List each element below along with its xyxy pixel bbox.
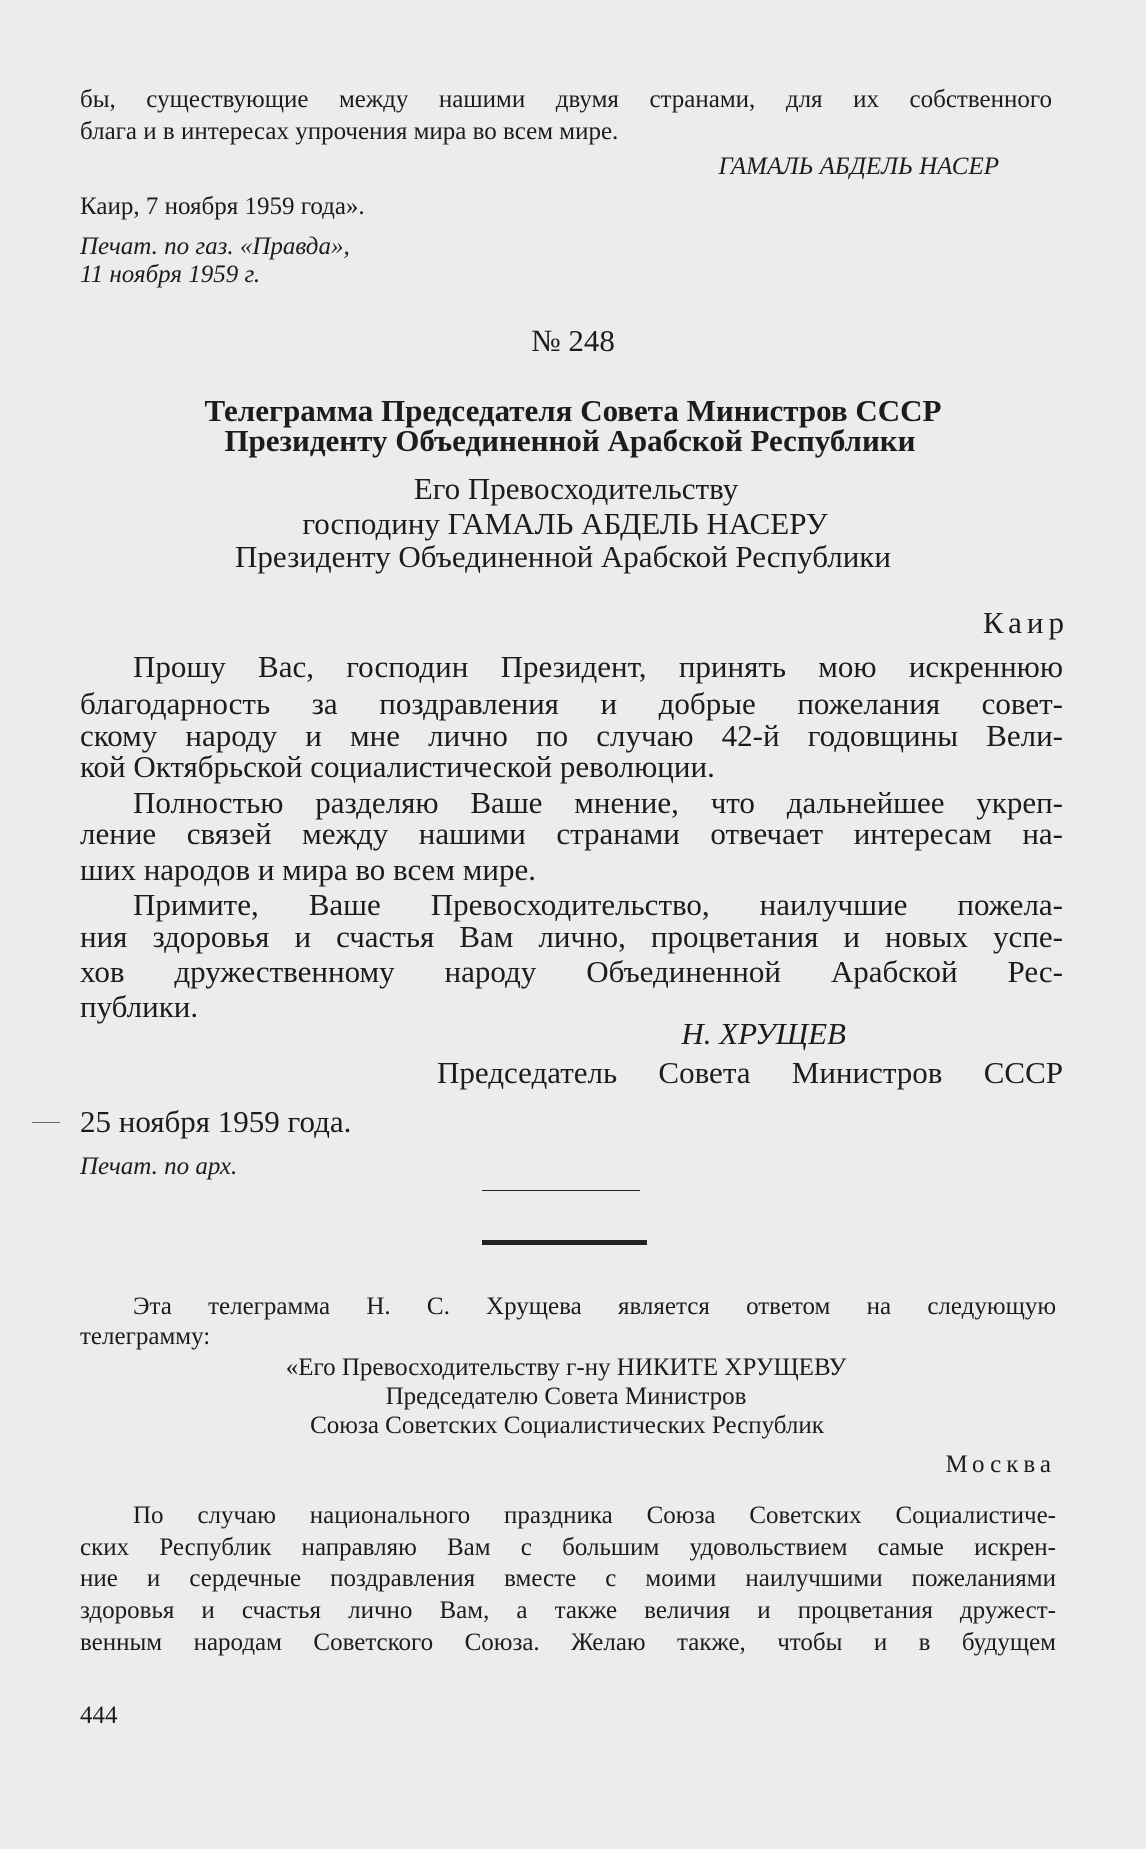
- text-line: скому народу и мне лично по случаю 42-й годовщины Вели-: [80, 718, 1063, 753]
- source-note: 11 ноября 1959 г.: [80, 261, 261, 288]
- address-line: Его Превосходительству: [413, 471, 739, 506]
- text-line: Эта телеграмма Н. С. Хрущева является ответом на следующую: [133, 1293, 1056, 1320]
- signature-nasser: ГАМАЛЬ АБДЕЛЬ НАСЕР: [718, 153, 999, 180]
- text-line: ших народов и мира во всем мире.: [80, 852, 536, 887]
- text-line: Примите, Ваше Превосходительство, наилучшие пожела-: [133, 887, 1063, 922]
- text-line: благодарность за поздравления и добрые пожелания совет-: [80, 686, 1063, 721]
- signature-khrushchev: Н. ХРУЩЕВ: [681, 1016, 846, 1051]
- text-line: кой Октябрьской социалистической революции.: [80, 749, 715, 784]
- text-line: Прошу Вас, господин Президент, принять мою искреннюю: [133, 649, 1063, 684]
- text-line: Полностью разделяю Ваше мнение, что дальнейшее укреп-: [133, 785, 1063, 820]
- text-line: здоровья и счастья лично Вам, а также величия и процветания дружест-: [80, 1597, 1056, 1624]
- text-line: бы, существующие между нашими двумя странами, для их собственного: [80, 86, 1052, 113]
- margin-mark: [32, 1122, 60, 1123]
- text-line: венным народам Советского Союза. Желаю также, чтобы и в будущем: [80, 1629, 1056, 1656]
- text-line: хов дружественному народу Объединенной Арабской Рес-: [80, 954, 1063, 989]
- city: Москва: [945, 1451, 1056, 1478]
- text-line: ление связей между нашими странами отвечает интересам на-: [80, 816, 1063, 851]
- text-line: По случаю национального праздника Союза Советских Социалистиче-: [133, 1502, 1056, 1529]
- addressee-line: Союза Советских Социалистических Республик: [310, 1412, 824, 1439]
- document-title: Президенту Объединенной Арабской Республики: [224, 423, 916, 458]
- addressee-line: Председателю Совета Министров: [385, 1383, 747, 1410]
- source-note: Печат. по арх.: [80, 1153, 238, 1180]
- divider-rule-thick: [482, 1240, 647, 1245]
- divider-rule: [482, 1190, 640, 1191]
- page-number: 444: [80, 1702, 118, 1729]
- source-note: Печат. по газ. «Правда»,: [80, 233, 350, 260]
- text-line: ния здоровья и счастья Вам лично, процветания и новых успе-: [80, 919, 1063, 954]
- addressee-line: «Его Превосходительству г-ну НИКИТЕ ХРУЩЕВУ: [285, 1354, 847, 1381]
- document-date: 25 ноября 1959 года.: [80, 1104, 352, 1139]
- document-title: Телеграмма Председателя Совета Министров СССР: [204, 393, 942, 428]
- signature-title: Председатель Совета Министров СССР: [437, 1055, 1063, 1090]
- address-line: господину ГАМАЛЬ АБДЕЛЬ НАСЕРУ: [302, 506, 828, 541]
- text-line: ских Республик направляю Вам с большим удовольствием самые искрен-: [80, 1534, 1056, 1561]
- text-line: телеграмму:: [80, 1323, 211, 1350]
- address-line: Президенту Объединенной Арабской Республики: [235, 539, 891, 574]
- city: Каир: [982, 605, 1069, 640]
- text-line: блага и в интересах упрочения мира во всем мире.: [80, 118, 619, 145]
- text-line: публики.: [80, 989, 199, 1024]
- document-number: № 248: [531, 323, 615, 358]
- place-date: Каир, 7 ноября 1959 года».: [80, 193, 365, 220]
- text-line: ние и сердечные поздравления вместе с моими наилучшими пожеланиями: [80, 1565, 1056, 1592]
